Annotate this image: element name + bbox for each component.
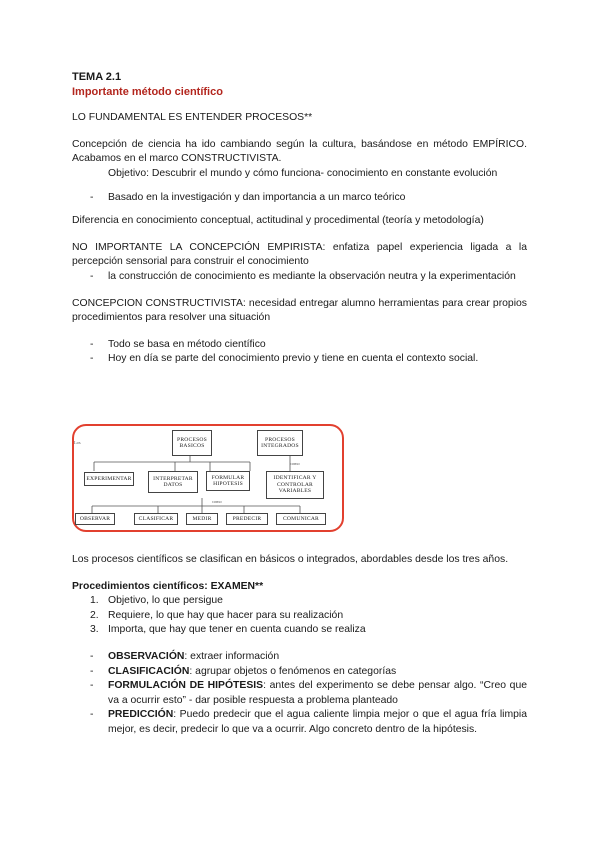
box-procesos-basicos: PROCESOS BASICOS — [172, 430, 212, 456]
list-item: - Todo se basa en método científico — [72, 338, 527, 353]
list-item: - OBSERVACIÓN: extraer información — [72, 650, 527, 665]
constructivista-label: CONCEPCION CONSTRUCTIVISTA — [72, 297, 243, 309]
diagram-label-como: como — [212, 499, 222, 504]
box-medir: MEDIR — [186, 513, 218, 525]
definition-term: OBSERVACIÓN — [108, 650, 185, 662]
procesos-diagram — [72, 424, 344, 532]
box-identificar-variables: IDENTIFICAR Y CONTROLAR VARIABLES — [266, 471, 324, 499]
concepcion-paragraph: Concepción de ciencia ha ido cambiando según la cultura, basándose en método EMPÍRICO. Acabamos en el marco CONSTRUCTIVISTA. — [72, 138, 527, 165]
page-subtitle: Importante método científico — [72, 85, 223, 98]
box-procesos-integrados: PROCESOS INTEGRADOS — [257, 430, 303, 456]
empirista-paragraph — [72, 241, 527, 270]
diagram-label-los: Los — [74, 440, 81, 445]
list-item: - Hoy en día se parte del conocimiento previo y tiene en cuenta el contexto social. — [72, 352, 527, 367]
empirista-label: NO IMPORTANTE LA CONCEPCIÓN EMPIRISTA — [72, 241, 323, 253]
list-item: 1. Objetivo, lo que persigue — [90, 595, 223, 607]
diferencia-paragraph: Diferencia en conocimiento conceptual, actitudinal y procedimental (teoría y metodología) — [72, 215, 484, 227]
procesos-paragraph: Los procesos científicos se clasifican en básicos o integrados, abordables desde los tres años. — [72, 554, 509, 565]
constructivista-paragraph — [72, 297, 527, 326]
box-experimentar: EXPERIMENTAR — [84, 472, 134, 486]
list-item: - CLASIFICACIÓN: agrupar objetos o fenómenos en categorías — [72, 665, 527, 680]
document-page-lower — [72, 553, 527, 738]
list-item: - PREDICCIÓN: Puedo predecir que el agua caliente limpia mejor o que el agua fría limpia mejor, es decir, predecir lo que va a ocurrir. Algo concreto dentro de la hipótesis. — [72, 708, 527, 737]
examen-heading: Procedimientos científicos: EXAMEN** — [72, 580, 264, 592]
basado-list — [72, 191, 527, 206]
box-clasificar: CLASIFICAR — [134, 513, 178, 525]
constructivista-text: : necesidad entregar alumno herramientas para crear propios procedimientos para resolver una situación — [72, 297, 527, 324]
box-interpretar-datos: INTERPRETAR DATOS — [148, 471, 198, 493]
objetivo-line: Objetivo: Descubrir el mundo y cómo funciona- conocimiento en constante evolución — [108, 167, 498, 179]
list-item: - Basado en la investigación y dan importancia a un marco teórico — [72, 191, 527, 206]
list-item: - FORMULACIÓN DE HIPÓTESIS: antes del experimento se debe pensar algo. “Creo que va a ocurrir esto” - dar posible respuesta a problema planteado — [72, 679, 527, 708]
list-item: 2. Requiere, lo que hay que hacer para su realización — [90, 609, 344, 621]
box-predecir: PREDECIR — [226, 513, 268, 525]
definition-term: PREDICCIÓN — [108, 709, 174, 721]
diagram-label-como: como — [290, 461, 300, 466]
box-observar: OBSERVAR — [75, 513, 115, 525]
empirista-list — [72, 270, 527, 285]
list-item: 3. Importa, que hay que tener en cuenta cuando se realiza — [90, 624, 366, 636]
list-item: - la construcción de conocimiento es mediante la observación neutra y la experimentación — [72, 270, 527, 285]
definition-term: CLASIFICACIÓN — [108, 665, 190, 677]
examen-list — [72, 594, 527, 638]
definitions-list — [72, 650, 527, 738]
box-comunicar: COMUNICAR — [276, 513, 326, 525]
box-formular-hipotesis: FORMULAR HIPOTESIS — [206, 471, 250, 491]
document-page — [72, 70, 527, 367]
page-title: TEMA 2.1 — [72, 71, 122, 83]
constructivista-list — [72, 338, 527, 367]
empirista-text: : enfatiza papel experiencia ligada a la percepción sensorial para construir el conocimiento — [72, 241, 527, 268]
definition-term: FORMULACIÓN DE HIPÓTESIS — [108, 680, 264, 692]
fundamental-line: LO FUNDAMENTAL ES ENTENDER PROCESOS** — [72, 112, 313, 124]
